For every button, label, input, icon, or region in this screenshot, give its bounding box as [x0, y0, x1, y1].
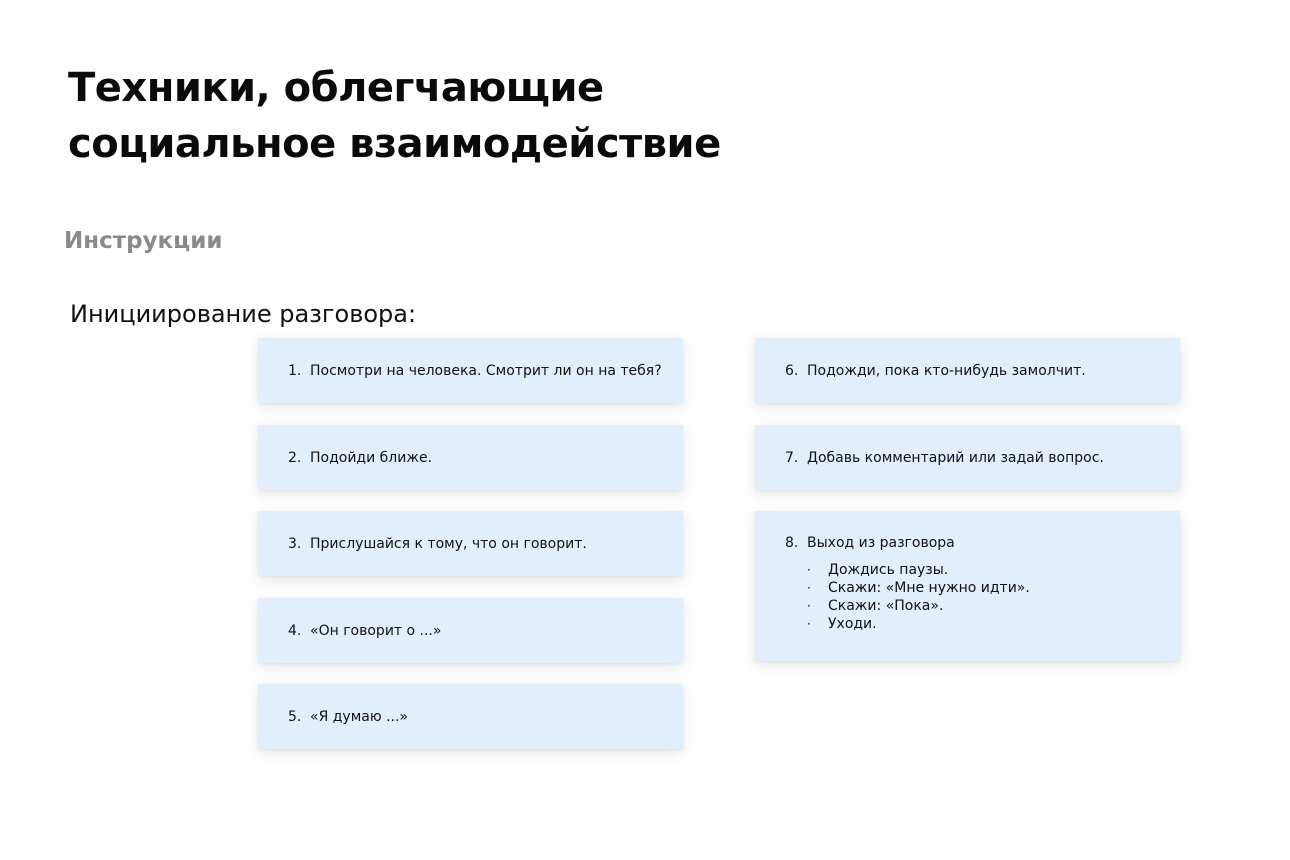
step-text: Выход из разговора — [807, 535, 955, 551]
step-text: «Я думаю ...» — [310, 708, 408, 725]
step-number: 4. — [288, 622, 302, 639]
step-text: Добавь комментарий или задай вопрос. — [807, 449, 1104, 466]
bullet-icon: · — [807, 599, 811, 613]
step-card-7 — [755, 425, 1180, 490]
page-title-line-1: Техники, облегчающие — [68, 65, 604, 111]
step-number: 3. — [288, 535, 302, 552]
step-number: 8. — [785, 535, 799, 551]
step-text: Подожди, пока кто-нибудь замолчит. — [807, 362, 1086, 379]
subheading: Инициирование разговора: — [70, 300, 417, 328]
bullet-icon: · — [807, 617, 811, 631]
step-number: 1. — [288, 362, 302, 379]
step-card-6 — [755, 338, 1180, 403]
step-text: Посмотри на человека. Смотрит ли он на тебя? — [310, 362, 662, 379]
section-label: Инструкции — [64, 228, 223, 254]
step-card-1 — [258, 338, 683, 403]
step-text: «Он говорит о ...» — [310, 622, 442, 639]
step-number: 7. — [785, 449, 799, 466]
list-item — [807, 597, 1180, 615]
step-card-4 — [258, 598, 683, 663]
page-title — [68, 60, 721, 172]
step-text: Прислушайся к тому, что он говорит. — [310, 535, 587, 552]
step-card-3 — [258, 511, 683, 576]
step-card-8 — [755, 511, 1180, 661]
step-text: Подойди ближе. — [310, 449, 433, 466]
list-item-text: Скажи: «Пока». — [828, 598, 944, 614]
list-item-text: Дождись паузы. — [828, 562, 949, 578]
step-number: 5. — [288, 708, 302, 725]
list-item — [807, 579, 1180, 597]
step-number: 6. — [785, 362, 799, 379]
list-item-text: Скажи: «Мне нужно идти». — [828, 580, 1030, 596]
bullet-icon: · — [807, 581, 811, 595]
step-card-2 — [258, 425, 683, 490]
page-title-line-2: социальное взаимодействие — [68, 121, 721, 167]
bullet-icon: · — [807, 563, 811, 577]
exit-steps-list — [807, 561, 1180, 633]
list-item — [807, 561, 1180, 579]
step-number: 2. — [288, 449, 302, 466]
list-item — [807, 615, 1180, 633]
list-item-text: Уходи. — [828, 616, 877, 632]
step-card-5 — [258, 684, 683, 749]
